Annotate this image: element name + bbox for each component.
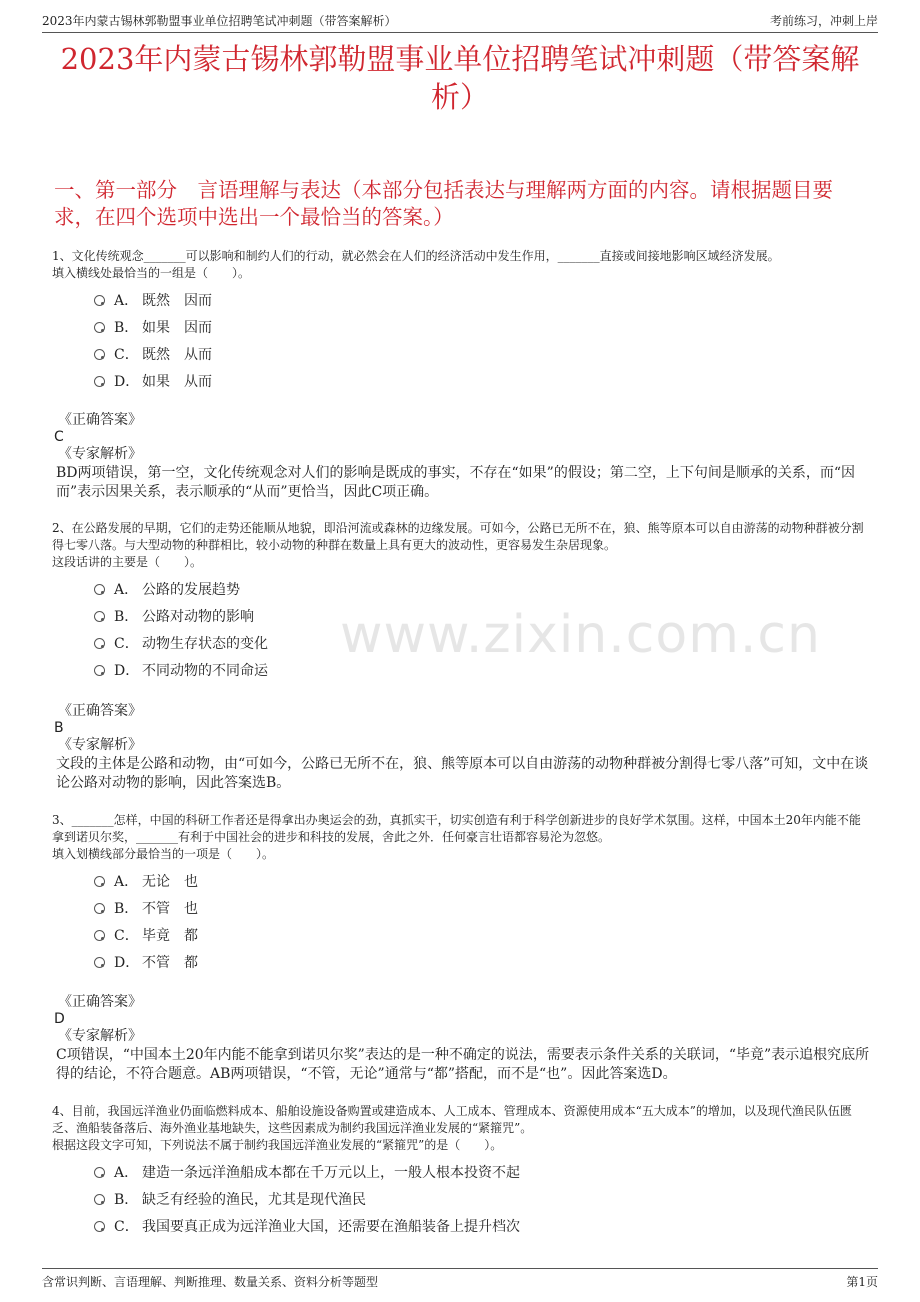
radio-icon[interactable] (94, 665, 105, 676)
analysis-label: 《专家解析》 (58, 446, 142, 462)
radio-icon[interactable] (94, 611, 105, 622)
answer-label: 《正确答案》 (58, 994, 142, 1010)
option-d[interactable]: D． 如果 从而 (52, 369, 870, 396)
analysis-text: BD两项错误，第一空，文化传统观念对人们的影响是既成的事实，不存在“如果”的假设；第二空，上下句间是顺承的关系，而“因而”表示因果关系，表示顺承的“从而”更恰当，因此C项正确。 (56, 465, 855, 500)
radio-icon[interactable] (94, 295, 105, 306)
analysis-text: C项错误，“中国本土20年内能不能拿到诺贝尔奖”表达的是一种不确定的说法，需要表示条件关系的关联词，“毕竟”表示追根究底所得的结论，不符合题意。AB两项错误，“不管，无论”通常与“都”搭配，而不是“也”。因此答案选D。 (56, 1047, 870, 1082)
option-c[interactable]: C． 毕竟 都 (52, 923, 870, 950)
page-footer (42, 1268, 878, 1291)
radio-icon[interactable] (94, 1221, 105, 1232)
radio-icon[interactable] (94, 1194, 105, 1205)
document-title: 2023年内蒙古锡林郭勒盟事业单位招聘笔试冲刺题（带答案解析） (60, 42, 860, 114)
option-d[interactable]: D． 不同动物的不同命运 (52, 658, 870, 685)
option-b[interactable]: B． 不管 也 (52, 896, 870, 923)
radio-icon[interactable] (94, 638, 105, 649)
option-a[interactable]: A． 无论 也 (52, 869, 870, 896)
option-b[interactable]: B． 公路对动物的影响 (52, 604, 870, 631)
answer-label: 《正确答案》 (58, 703, 142, 719)
radio-icon[interactable] (94, 876, 105, 887)
answer-value: C (54, 429, 64, 445)
answer-block-1 (52, 412, 870, 502)
radio-icon[interactable] (94, 349, 105, 360)
section-heading: 一、第一部分 言语理解与表达（本部分包括表达与理解两方面的内容。请根据题目要求，在四个选项中选出一个最恰当的答案。） (54, 178, 833, 229)
answer-value: B (54, 720, 64, 736)
option-b[interactable]: B． 如果 因而 (52, 315, 870, 342)
option-c[interactable]: C． 动物生存状态的变化 (52, 631, 870, 658)
header-slogan: 考前练习，冲刺上岸 (769, 14, 878, 28)
question-prompt: 这段话讲的主要是（ ）。 (52, 555, 203, 569)
answer-label: 《正确答案》 (58, 412, 142, 428)
question-stem: 3、_______怎样，中国的科研工作者还是得拿出办奥运会的劲，真抓实干，切实创造有利于科学创新进步的良好学术氛围。这样，中国本土20年内能不能拿到诺贝尔奖，_______有利于中国社会的进步和科技的发展，舍此之外．任何豪言壮语都容易沦为忽悠。 (52, 813, 861, 844)
question-2 (52, 520, 870, 685)
question-4 (52, 1103, 870, 1241)
question-prompt: 根据这段文字可知，下列说法不属于制约我国远洋渔业发展的“紧箍咒”的是（ ）。 (52, 1138, 503, 1152)
answer-block-3 (52, 994, 870, 1084)
page-header (42, 10, 878, 33)
question-stem: 1、文化传统观念_______可以影响和制约人们的行动，就必然会在人们的经济活动中发生作用，_______直接或间接地影响区域经济发展。 (52, 249, 780, 263)
option-c[interactable]: C． 既然 从而 (52, 342, 870, 369)
question-1 (52, 248, 870, 396)
header-doc-title: 2023年内蒙古锡林郭勒盟事业单位招聘笔试冲刺题（带答案解析） (42, 14, 397, 28)
option-d[interactable]: D． 不管 都 (52, 950, 870, 977)
analysis-label: 《专家解析》 (58, 737, 142, 753)
option-a[interactable]: A． 建造一条远洋渔船成本都在千万元以上，一般人根本投资不起 (52, 1160, 870, 1187)
question-prompt: 填入横线处最恰当的一组是（ ）。 (52, 266, 251, 280)
option-a[interactable]: A． 公路的发展趋势 (52, 577, 870, 604)
question-prompt: 填入划横线部分最恰当的一项是（ ）。 (52, 847, 275, 861)
radio-icon[interactable] (94, 584, 105, 595)
answer-value: D (54, 1011, 65, 1027)
option-b[interactable]: B． 缺乏有经验的渔民，尤其是现代渔民 (52, 1187, 870, 1214)
radio-icon[interactable] (94, 1167, 105, 1178)
radio-icon[interactable] (94, 322, 105, 333)
radio-icon[interactable] (94, 376, 105, 387)
question-3 (52, 812, 870, 977)
radio-icon[interactable] (94, 930, 105, 941)
watermark: www.zixin.com.cn (340, 605, 821, 665)
analysis-text: 文段的主体是公路和动物，由“可如今，公路已无所不在，狼、熊等原本可以自由游荡的动物种群被分割得七零八落”可知，文中在谈论公路对动物的影响，因此答案选B。 (56, 756, 869, 791)
footer-topics: 含常识判断、言语理解、判断推理、数量关系、资料分析等题型 (42, 1275, 379, 1289)
page-number: 第1页 (846, 1275, 878, 1289)
answer-block-2 (52, 703, 870, 793)
option-a[interactable]: A． 既然 因而 (52, 288, 870, 315)
radio-icon[interactable] (94, 903, 105, 914)
question-stem: 2、在公路发展的早期，它们的走势还能顺从地貌，即沿河流或森林的边缘发展。可如今，公路已无所不在，狼、熊等原本可以自由游荡的动物种群被分割得七零八落。与大型动物的种群相比，较小动物的种群在数量上具有更大的波动性，更容易发生杂居现象。 (52, 521, 864, 552)
analysis-label: 《专家解析》 (58, 1028, 142, 1044)
question-stem: 4、目前，我国远洋渔业仍面临燃料成本、船舶设施设备购置或建造成本、人工成本、管理成本、资源使用成本“五大成本”的增加，以及现代渔民队伍匮乏、渔船装备落后、海外渔业基地缺失，这些因素成为制约我国远洋渔业发展的“紧箍咒”。 (52, 1104, 852, 1135)
radio-icon[interactable] (94, 957, 105, 968)
option-c[interactable]: C． 我国要真正成为远洋渔业大国，还需要在渔船装备上提升档次 (52, 1214, 870, 1241)
